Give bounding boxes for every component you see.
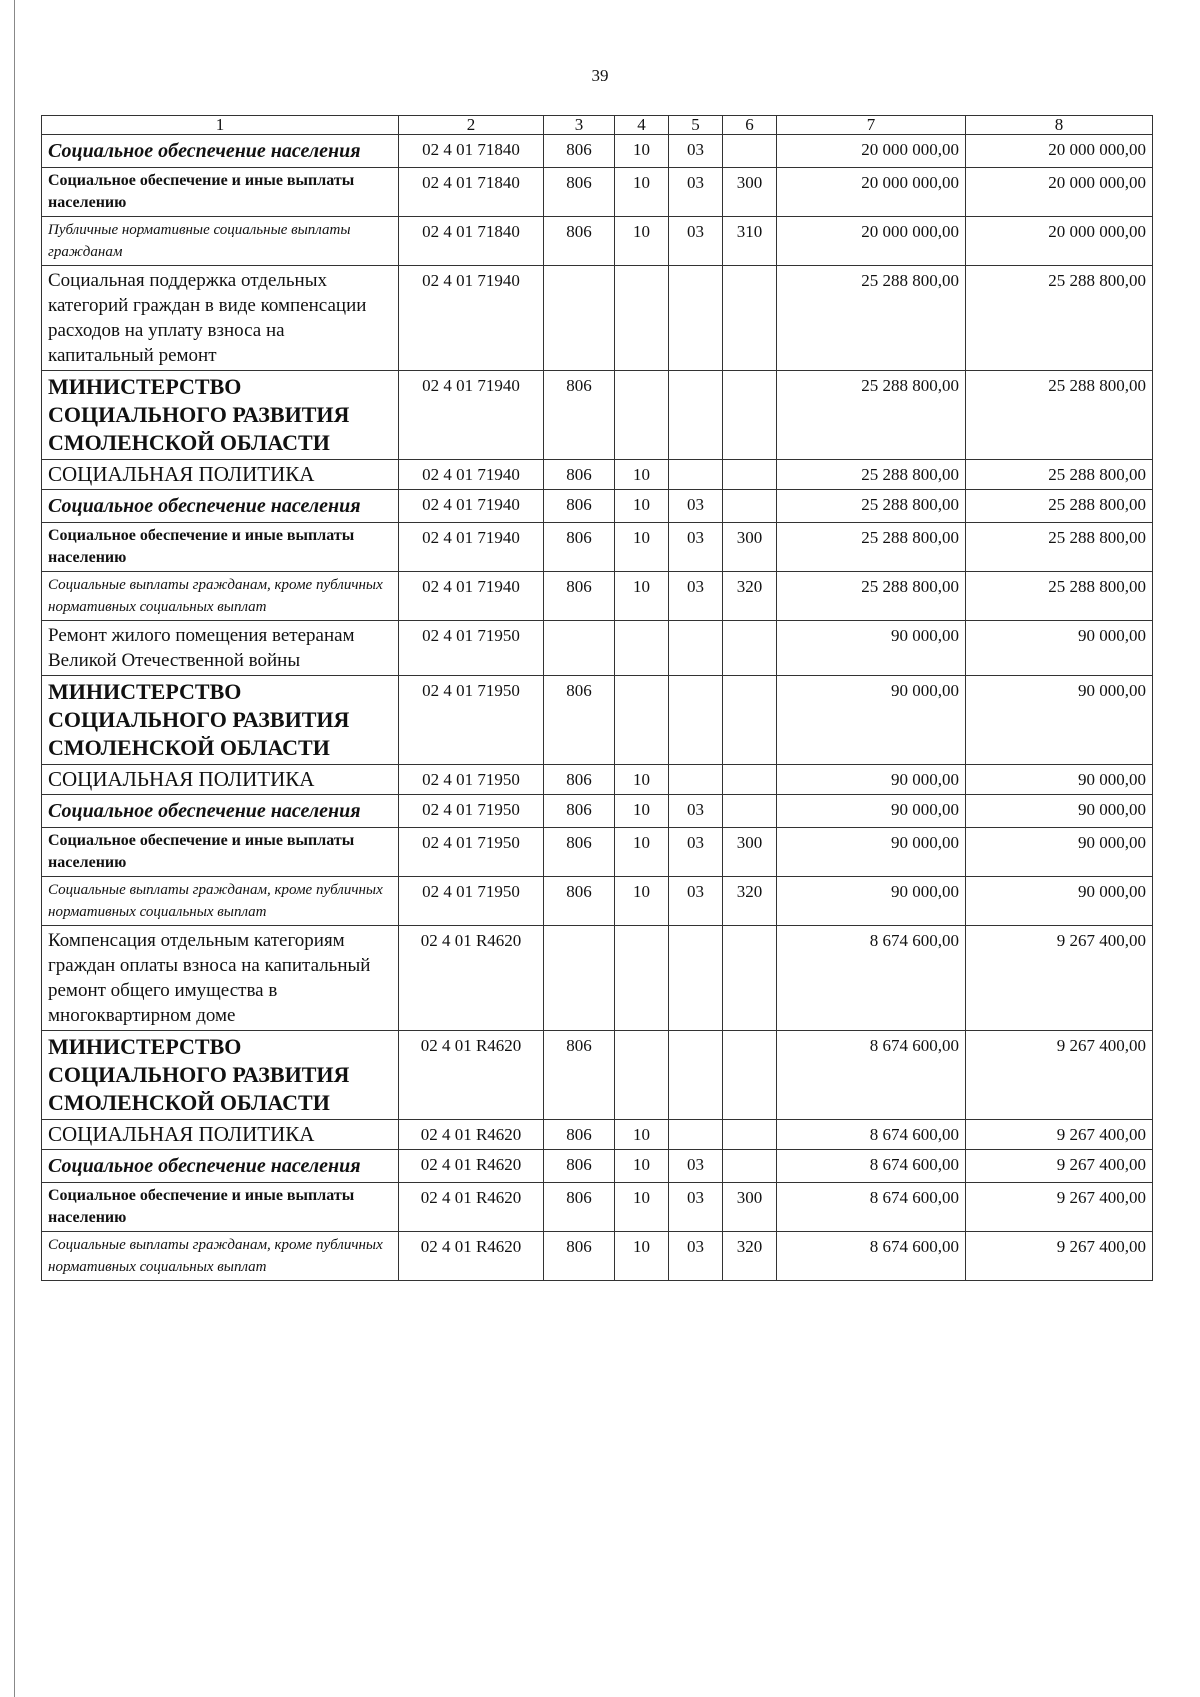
- row-ministry-code: 806: [544, 1120, 615, 1150]
- row-ministry-code: 806: [544, 1183, 615, 1232]
- row-ministry-code: 806: [544, 460, 615, 490]
- row-amount-year-1: 25 288 800,00: [777, 572, 966, 621]
- row-ministry-code: [544, 621, 615, 676]
- row-section-code: [615, 1031, 669, 1120]
- row-expense-type: [723, 621, 777, 676]
- row-name: МИНИСТЕРСТВО СОЦИАЛЬНОГО РАЗВИТИЯ СМОЛЕНСКОЙ ОБЛАСТИ: [42, 676, 399, 765]
- row-expense-type: [723, 676, 777, 765]
- row-amount-year-1: 90 000,00: [777, 676, 966, 765]
- row-target-code: 02 4 01 71940: [399, 460, 544, 490]
- row-amount-year-1: 25 288 800,00: [777, 266, 966, 371]
- table-row: [42, 1120, 1153, 1150]
- table-row: [42, 490, 1153, 523]
- row-target-code: 02 4 01 71950: [399, 877, 544, 926]
- row-expense-type: [723, 1120, 777, 1150]
- row-amount-year-2: 9 267 400,00: [966, 1120, 1153, 1150]
- row-ministry-code: 806: [544, 828, 615, 877]
- row-ministry-code: 806: [544, 795, 615, 828]
- row-section-code: 10: [615, 490, 669, 523]
- row-ministry-code: 806: [544, 168, 615, 217]
- row-section-code: [615, 371, 669, 460]
- row-section-code: 10: [615, 795, 669, 828]
- row-name: Социальные выплаты гражданам, кроме публичных нормативных социальных выплат: [42, 1232, 399, 1281]
- row-amount-year-2: 9 267 400,00: [966, 926, 1153, 1031]
- row-subsection-code: [669, 1031, 723, 1120]
- row-section-code: 10: [615, 135, 669, 168]
- header-col-7: 7: [777, 116, 966, 135]
- row-amount-year-1: 90 000,00: [777, 828, 966, 877]
- row-target-code: 02 4 01 R4620: [399, 1120, 544, 1150]
- row-amount-year-2: 90 000,00: [966, 795, 1153, 828]
- row-name: Публичные нормативные социальные выплаты гражданам: [42, 217, 399, 266]
- row-expense-type: [723, 135, 777, 168]
- table-row: [42, 217, 1153, 266]
- row-amount-year-2: 25 288 800,00: [966, 371, 1153, 460]
- row-target-code: 02 4 01 71950: [399, 676, 544, 765]
- row-amount-year-2: 9 267 400,00: [966, 1183, 1153, 1232]
- row-expense-type: 300: [723, 1183, 777, 1232]
- table-row: [42, 168, 1153, 217]
- row-ministry-code: 806: [544, 572, 615, 621]
- row-subsection-code: 03: [669, 1150, 723, 1183]
- row-section-code: 10: [615, 572, 669, 621]
- row-name: Социальное обеспечение населения: [42, 135, 399, 168]
- row-ministry-code: [544, 266, 615, 371]
- row-amount-year-2: 20 000 000,00: [966, 135, 1153, 168]
- row-amount-year-1: 8 674 600,00: [777, 1183, 966, 1232]
- row-amount-year-2: 9 267 400,00: [966, 1031, 1153, 1120]
- row-name: Социальное обеспечение и иные выплаты населению: [42, 168, 399, 217]
- row-target-code: 02 4 01 R4620: [399, 1183, 544, 1232]
- table-row: [42, 676, 1153, 765]
- row-name: Социальное обеспечение населения: [42, 1150, 399, 1183]
- row-expense-type: 300: [723, 828, 777, 877]
- row-amount-year-2: 90 000,00: [966, 765, 1153, 795]
- row-amount-year-1: 25 288 800,00: [777, 371, 966, 460]
- header-col-5: 5: [669, 116, 723, 135]
- row-expense-type: 320: [723, 877, 777, 926]
- row-ministry-code: 806: [544, 371, 615, 460]
- row-ministry-code: 806: [544, 676, 615, 765]
- row-ministry-code: 806: [544, 1031, 615, 1120]
- row-name: Социальная поддержка отдельных категорий граждан в виде компенсации расходов на уплату взноса на капитальный ремонт: [42, 266, 399, 371]
- row-target-code: 02 4 01 71840: [399, 168, 544, 217]
- row-amount-year-1: 20 000 000,00: [777, 217, 966, 266]
- row-name: Социальное обеспечение населения: [42, 795, 399, 828]
- row-target-code: 02 4 01 71940: [399, 523, 544, 572]
- row-subsection-code: 03: [669, 795, 723, 828]
- row-subsection-code: 03: [669, 523, 723, 572]
- row-ministry-code: 806: [544, 1150, 615, 1183]
- row-amount-year-1: 8 674 600,00: [777, 1120, 966, 1150]
- row-name: Социальное обеспечение и иные выплаты населению: [42, 523, 399, 572]
- table-row: [42, 765, 1153, 795]
- row-target-code: 02 4 01 71840: [399, 217, 544, 266]
- row-amount-year-2: 25 288 800,00: [966, 460, 1153, 490]
- row-section-code: 10: [615, 828, 669, 877]
- row-expense-type: 300: [723, 523, 777, 572]
- row-subsection-code: 03: [669, 877, 723, 926]
- row-section-code: [615, 621, 669, 676]
- row-subsection-code: 03: [669, 1183, 723, 1232]
- table-row: [42, 266, 1153, 371]
- row-name: Социальное обеспечение и иные выплаты населению: [42, 1183, 399, 1232]
- row-subsection-code: [669, 676, 723, 765]
- header-col-4: 4: [615, 116, 669, 135]
- row-ministry-code: [544, 926, 615, 1031]
- row-name: Ремонт жилого помещения ветеранам Великой Отечественной войны: [42, 621, 399, 676]
- row-name: СОЦИАЛЬНАЯ ПОЛИТИКА: [42, 460, 399, 490]
- row-expense-type: 320: [723, 572, 777, 621]
- row-section-code: 10: [615, 1183, 669, 1232]
- row-subsection-code: 03: [669, 1232, 723, 1281]
- row-expense-type: [723, 490, 777, 523]
- row-expense-type: [723, 795, 777, 828]
- row-name: Социальное обеспечение населения: [42, 490, 399, 523]
- row-amount-year-1: 8 674 600,00: [777, 1031, 966, 1120]
- row-expense-type: [723, 765, 777, 795]
- row-subsection-code: 03: [669, 572, 723, 621]
- row-target-code: 02 4 01 71940: [399, 371, 544, 460]
- row-target-code: 02 4 01 71950: [399, 765, 544, 795]
- row-section-code: 10: [615, 877, 669, 926]
- row-amount-year-2: 25 288 800,00: [966, 490, 1153, 523]
- row-expense-type: [723, 926, 777, 1031]
- row-amount-year-2: 25 288 800,00: [966, 572, 1153, 621]
- row-subsection-code: [669, 621, 723, 676]
- row-section-code: 10: [615, 1120, 669, 1150]
- row-name: Социальные выплаты гражданам, кроме публичных нормативных социальных выплат: [42, 572, 399, 621]
- header-col-2: 2: [399, 116, 544, 135]
- table-row: [42, 1232, 1153, 1281]
- row-section-code: 10: [615, 523, 669, 572]
- row-amount-year-1: 8 674 600,00: [777, 926, 966, 1031]
- table-row: [42, 1031, 1153, 1120]
- table-row: [42, 795, 1153, 828]
- row-amount-year-2: 90 000,00: [966, 621, 1153, 676]
- row-section-code: [615, 926, 669, 1031]
- row-section-code: [615, 266, 669, 371]
- row-target-code: 02 4 01 R4620: [399, 1031, 544, 1120]
- row-target-code: 02 4 01 71940: [399, 490, 544, 523]
- row-subsection-code: 03: [669, 168, 723, 217]
- row-expense-type: 300: [723, 168, 777, 217]
- row-target-code: 02 4 01 R4620: [399, 1232, 544, 1281]
- table-row: [42, 877, 1153, 926]
- row-section-code: 10: [615, 168, 669, 217]
- row-target-code: 02 4 01 71950: [399, 795, 544, 828]
- header-col-6: 6: [723, 116, 777, 135]
- row-amount-year-2: 20 000 000,00: [966, 168, 1153, 217]
- header-col-3: 3: [544, 116, 615, 135]
- row-target-code: 02 4 01 R4620: [399, 1150, 544, 1183]
- page-number: 39: [591, 66, 609, 85]
- row-amount-year-1: 8 674 600,00: [777, 1150, 966, 1183]
- row-expense-type: 310: [723, 217, 777, 266]
- row-target-code: 02 4 01 71840: [399, 135, 544, 168]
- row-amount-year-2: 90 000,00: [966, 676, 1153, 765]
- row-target-code: 02 4 01 71950: [399, 621, 544, 676]
- table-row: [42, 926, 1153, 1031]
- row-expense-type: 320: [723, 1232, 777, 1281]
- row-target-code: 02 4 01 R4620: [399, 926, 544, 1031]
- row-expense-type: [723, 266, 777, 371]
- row-amount-year-2: 90 000,00: [966, 877, 1153, 926]
- row-ministry-code: 806: [544, 490, 615, 523]
- row-ministry-code: 806: [544, 877, 615, 926]
- row-subsection-code: 03: [669, 828, 723, 877]
- budget-table: [41, 115, 1153, 1281]
- row-amount-year-1: 20 000 000,00: [777, 168, 966, 217]
- row-section-code: 10: [615, 1150, 669, 1183]
- table-row: [42, 1183, 1153, 1232]
- row-amount-year-2: 20 000 000,00: [966, 217, 1153, 266]
- row-expense-type: [723, 460, 777, 490]
- row-subsection-code: 03: [669, 490, 723, 523]
- row-amount-year-1: 90 000,00: [777, 877, 966, 926]
- row-amount-year-2: 90 000,00: [966, 828, 1153, 877]
- row-amount-year-1: 8 674 600,00: [777, 1232, 966, 1281]
- row-subsection-code: [669, 1120, 723, 1150]
- row-amount-year-2: 25 288 800,00: [966, 523, 1153, 572]
- row-subsection-code: [669, 371, 723, 460]
- row-name: МИНИСТЕРСТВО СОЦИАЛЬНОГО РАЗВИТИЯ СМОЛЕНСКОЙ ОБЛАСТИ: [42, 1031, 399, 1120]
- row-amount-year-1: 90 000,00: [777, 795, 966, 828]
- row-name: СОЦИАЛЬНАЯ ПОЛИТИКА: [42, 765, 399, 795]
- row-subsection-code: 03: [669, 135, 723, 168]
- row-ministry-code: 806: [544, 217, 615, 266]
- row-subsection-code: [669, 266, 723, 371]
- row-expense-type: [723, 1150, 777, 1183]
- row-target-code: 02 4 01 71940: [399, 266, 544, 371]
- table-row: [42, 460, 1153, 490]
- row-amount-year-1: 25 288 800,00: [777, 490, 966, 523]
- row-amount-year-1: 20 000 000,00: [777, 135, 966, 168]
- row-name: СОЦИАЛЬНАЯ ПОЛИТИКА: [42, 1120, 399, 1150]
- row-name: Компенсация отдельным категориям граждан оплаты взноса на капитальный ремонт общего имущества в многоквартирном доме: [42, 926, 399, 1031]
- row-section-code: 10: [615, 765, 669, 795]
- page-left-border: [14, 0, 15, 1697]
- row-ministry-code: 806: [544, 1232, 615, 1281]
- row-name: Социальные выплаты гражданам, кроме публичных нормативных социальных выплат: [42, 877, 399, 926]
- header-col-1: 1: [42, 116, 399, 135]
- row-ministry-code: 806: [544, 523, 615, 572]
- row-section-code: 10: [615, 460, 669, 490]
- table-row: [42, 828, 1153, 877]
- row-amount-year-1: 25 288 800,00: [777, 460, 966, 490]
- row-subsection-code: [669, 765, 723, 795]
- row-expense-type: [723, 1031, 777, 1120]
- row-amount-year-2: 9 267 400,00: [966, 1232, 1153, 1281]
- row-amount-year-2: 25 288 800,00: [966, 266, 1153, 371]
- row-ministry-code: 806: [544, 135, 615, 168]
- row-section-code: [615, 676, 669, 765]
- row-subsection-code: [669, 460, 723, 490]
- row-amount-year-2: 9 267 400,00: [966, 1150, 1153, 1183]
- row-name: Социальное обеспечение и иные выплаты населению: [42, 828, 399, 877]
- row-section-code: 10: [615, 1232, 669, 1281]
- table-header-row: [42, 116, 1153, 135]
- row-target-code: 02 4 01 71950: [399, 828, 544, 877]
- table-row: [42, 371, 1153, 460]
- row-expense-type: [723, 371, 777, 460]
- row-name: МИНИСТЕРСТВО СОЦИАЛЬНОГО РАЗВИТИЯ СМОЛЕНСКОЙ ОБЛАСТИ: [42, 371, 399, 460]
- table-row: [42, 621, 1153, 676]
- row-amount-year-1: 90 000,00: [777, 621, 966, 676]
- table-row: [42, 523, 1153, 572]
- row-amount-year-1: 90 000,00: [777, 765, 966, 795]
- row-subsection-code: 03: [669, 217, 723, 266]
- row-amount-year-1: 25 288 800,00: [777, 523, 966, 572]
- row-ministry-code: 806: [544, 765, 615, 795]
- table-row: [42, 135, 1153, 168]
- row-subsection-code: [669, 926, 723, 1031]
- row-section-code: 10: [615, 217, 669, 266]
- table-row: [42, 572, 1153, 621]
- table-row: [42, 1150, 1153, 1183]
- row-target-code: 02 4 01 71940: [399, 572, 544, 621]
- header-col-8: 8: [966, 116, 1153, 135]
